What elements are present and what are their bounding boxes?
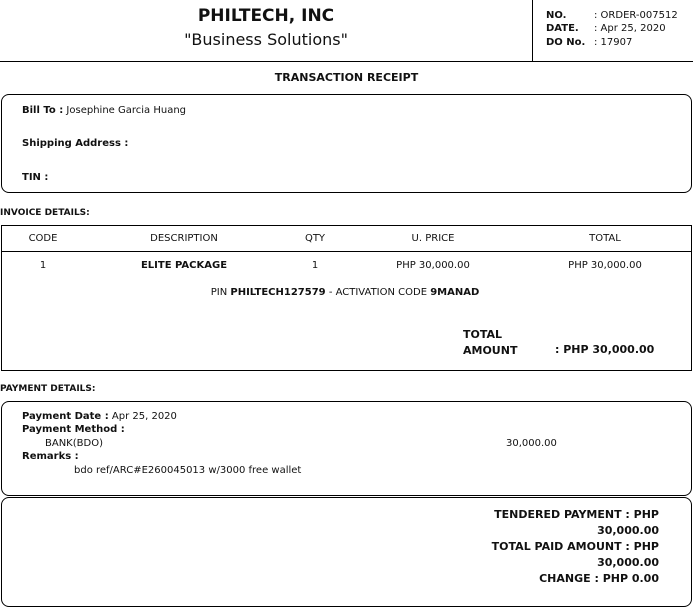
column-header-unit-price: U. PRICE bbox=[411, 233, 455, 244]
bill-to-value: Josephine Garcia Huang bbox=[66, 105, 187, 116]
row-total: PHP 30,000.00 bbox=[568, 260, 642, 271]
payment-summary-box bbox=[1, 497, 692, 607]
remarks-label: Remarks : bbox=[22, 451, 79, 462]
do-number-label: DO No. bbox=[546, 37, 586, 48]
payment-date-value: Apr 25, 2020 bbox=[111, 411, 177, 422]
company-header bbox=[0, 0, 532, 62]
order-meta bbox=[532, 0, 693, 62]
payment-section-label: PAYMENT DETAILS: bbox=[0, 384, 96, 394]
total-label-line-2: AMOUNT bbox=[463, 344, 518, 357]
order-number-label: NO. bbox=[546, 10, 567, 21]
pin-value: PHILTECH127579 bbox=[230, 287, 326, 298]
bill-to-label: Bill To : bbox=[22, 105, 64, 116]
payment-method-label: Payment Method : bbox=[22, 424, 125, 435]
receipt-title: TRANSACTION RECEIPT bbox=[274, 71, 419, 84]
order-date-value: : Apr 25, 2020 bbox=[594, 23, 666, 34]
tendered-payment-value: 30,000.00 bbox=[597, 524, 659, 537]
shipping-address-label: Shipping Address : bbox=[22, 138, 129, 149]
activation-label: - ACTIVATION CODE bbox=[328, 287, 428, 298]
row-qty: 1 bbox=[311, 260, 319, 271]
change-amount: CHANGE : PHP 0.00 bbox=[539, 572, 659, 585]
invoice-section-label: INVOICE DETAILS: bbox=[0, 208, 90, 218]
order-date-row bbox=[546, 22, 666, 35]
tendered-payment-label: TENDERED PAYMENT : PHP bbox=[494, 508, 659, 521]
pin-label: PIN bbox=[210, 287, 228, 298]
payment-box bbox=[1, 401, 692, 496]
total-paid-value: 30,000.00 bbox=[597, 556, 659, 569]
column-header-qty: QTY bbox=[304, 233, 326, 244]
payment-method-value: BANK(BDO) bbox=[45, 438, 103, 449]
billing-box bbox=[1, 94, 692, 193]
remarks-value: bdo ref/ARC#E260045013 w/3000 free wallet bbox=[74, 465, 302, 476]
total-amount-label bbox=[463, 327, 517, 359]
payment-date-label: Payment Date : bbox=[22, 411, 109, 422]
row-code: 1 bbox=[39, 260, 47, 271]
payment-summary bbox=[492, 507, 659, 587]
payment-amount: 30,000.00 bbox=[506, 438, 557, 449]
total-amount-value: : PHP 30,000.00 bbox=[555, 343, 655, 356]
row-unit-price: PHP 30,000.00 bbox=[396, 260, 470, 271]
column-header-code: CODE bbox=[28, 233, 58, 244]
do-number-row bbox=[546, 36, 632, 49]
order-date-label: DATE. bbox=[546, 23, 579, 34]
total-paid-label: TOTAL PAID AMOUNT : PHP bbox=[491, 540, 659, 553]
company-tagline: "Business Solutions" bbox=[184, 30, 348, 49]
column-header-total: TOTAL bbox=[589, 233, 621, 244]
order-number-value: : ORDER-007512 bbox=[594, 10, 678, 21]
activation-line bbox=[100, 287, 590, 298]
row-description: ELITE PACKAGE bbox=[140, 260, 228, 271]
total-label-line-1: TOTAL bbox=[463, 328, 503, 341]
activation-code: 9MANAD bbox=[430, 287, 480, 298]
order-number-row bbox=[546, 9, 678, 22]
tin-label: TIN : bbox=[22, 172, 49, 183]
payment-date-row bbox=[22, 411, 177, 422]
do-number-value: : 17907 bbox=[594, 37, 633, 48]
column-header-description: DESCRIPTION bbox=[150, 233, 218, 244]
bill-to-row bbox=[22, 105, 186, 116]
company-name: PHILTECH, INC bbox=[197, 6, 335, 26]
